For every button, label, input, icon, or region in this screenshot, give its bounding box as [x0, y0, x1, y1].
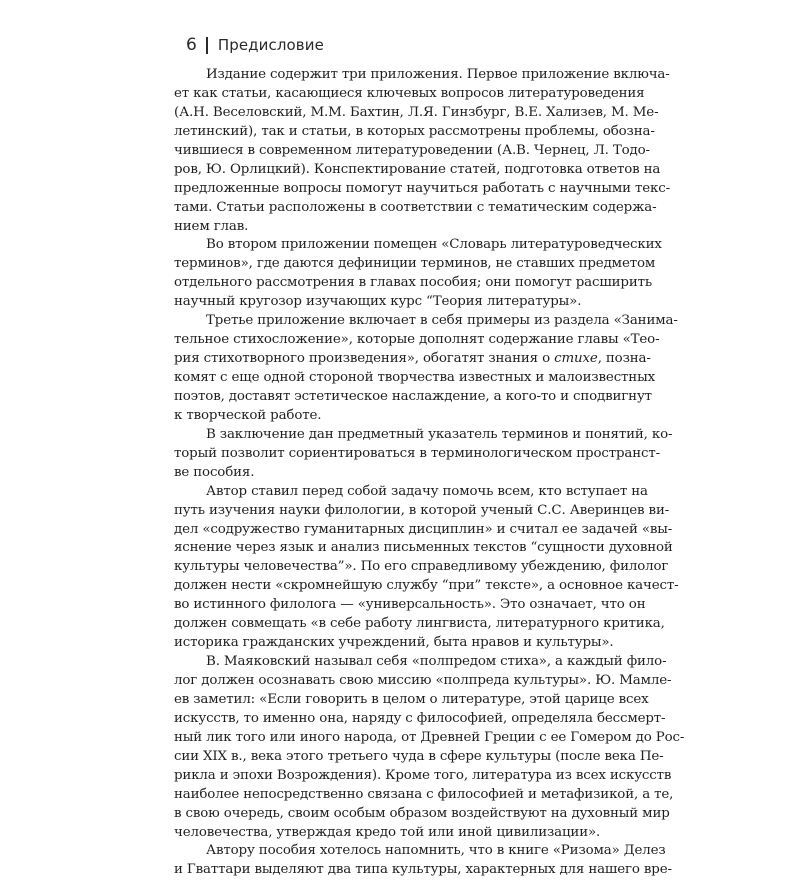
paragraph: [174, 483, 679, 653]
text-line: Третье приложение включает в себя примеры из раздела «Занима-: [206, 313, 678, 329]
text-line: В заключение дан предметный указатель терминов и понятий, ко-: [206, 426, 673, 442]
text-line: В. Маяковский называл себя «полпредом стиха», а каждый фило-: [206, 654, 667, 670]
text-line: комят с еще одной стороной творчества известных и малоизвестных: [174, 370, 655, 385]
text-line: нием глав.: [174, 218, 249, 234]
text-line: ев заметил: «Если говорить в целом о литературе, этой царице всех: [174, 691, 649, 707]
text-line: и Гваттари выделяют два типа культуры, характерных для нашего вре-: [174, 862, 672, 878]
text-line: тами. Статьи расположены в соответствии с тематическим содержа-: [174, 199, 657, 215]
text-line: ров, Ю. Орлицкий). Конспектирование статей, подготовка ответов на: [174, 161, 661, 177]
text-line: (А.Н. Веселовский, М.М. Бахтин, Л.Я. Гинзбург, В.Е. Хализев, М. Ме-: [174, 104, 659, 120]
text-line: предложенные вопросы помогут научиться работать с научными текс-: [174, 180, 670, 196]
paragraph: [174, 312, 678, 426]
paragraph: [174, 66, 670, 236]
text-line: яснение через язык и анализ письменных текстов “сущности духовной: [174, 540, 673, 556]
text-line: историка гражданских учреждений, быта нравов и культуры».: [174, 635, 614, 651]
page-number: 6: [186, 35, 197, 55]
text-line: человечества, утверждая кредо той или иной цивилизации».: [174, 824, 601, 840]
text-line: Автору пособия хотелось напомнить, что в книге «Ризома» Делез: [206, 843, 666, 859]
text-line: ет как статьи, касающиеся ключевых вопросов литературоведения: [174, 85, 645, 101]
text-line: должен совмещать «в себе работу лингвиста, литературного критика,: [174, 616, 665, 632]
text-line: Во втором приложении помещен «Словарь литературоведческих: [206, 237, 662, 253]
text-line: лог должен осознавать свою миссию «полпреда культуры». Ю. Мамле-: [174, 673, 672, 688]
text-line: дел «содружество гуманитарных дисциплин» и считал ее задачей «вы-: [174, 521, 673, 537]
text-line: культуры человечества”». По его справедливому убеждению, филолог: [174, 559, 669, 575]
text-line: Издание содержит три приложения. Первое приложение включа-: [206, 67, 670, 82]
paragraph: [174, 842, 672, 880]
text-line: научный кругозор изучающих курс “Теория литературы».: [174, 294, 582, 310]
text-line: наиболее непосредственно связана с философией и метафизикой, а те,: [174, 786, 674, 802]
text-line: терминов», где даются дефиниции терминов, не ставших предметом: [174, 256, 656, 272]
text-line: поэтов, доставят эстетическое наслаждение, а кого-то и сподвигнут: [174, 388, 652, 404]
paragraph: [174, 236, 662, 312]
header-separator: [206, 37, 208, 54]
body-text: [174, 66, 685, 880]
text-line: ный лик того или иного народа, от Древней Греции с ее Гомером до Рос-: [174, 729, 685, 745]
text-line: искусств, то именно она, наряду с философией, определяла бессмерт-: [174, 710, 666, 726]
text-line: должен нести «скромнейшую службу “при” тексте», а основное качест-: [174, 578, 679, 594]
text-line: отдельного рассмотрения в главах пособия; они помогут расширить: [174, 275, 652, 291]
text-line: рия стихотворного произведения», обогатят знания о стихе, позна-: [174, 351, 651, 367]
text-line: чившиеся в современном литературоведении (А.В. Чернец, Л. Тодо-: [174, 142, 650, 158]
text-line: к творческой работе.: [174, 407, 322, 423]
text-line: Автор ставил перед собой задачу помочь всем, кто вступает на: [206, 483, 648, 499]
text-line: ве пособия.: [174, 464, 255, 480]
text-line: во истинного филолога — «универсальность». Это означает, что он: [174, 597, 646, 613]
text-line: летинский), так и статьи, в которых рассмотрены проблемы, обозна-: [174, 123, 655, 139]
running-header: [186, 35, 324, 55]
paragraph: [174, 653, 685, 842]
section-title: Предисловие: [217, 36, 324, 54]
paragraph: [174, 426, 673, 483]
text-line: тельное стихосложение», которые дополнят содержание главы «Тео-: [174, 332, 660, 348]
text-line: в свою очередь, своим особым образом воздействуют на духовный мир: [174, 805, 670, 821]
text-line: торый позволит сориентироваться в терминологическом пространст-: [174, 445, 661, 461]
text-line: сии XIX в., века этого третьего чуда в сфере культуры (после века Пе-: [174, 748, 664, 764]
text-line: путь изучения науки филологии, в которой ученый С.С. Аверинцев ви-: [174, 502, 670, 518]
text-line: рикла и эпохи Возрождения). Кроме того, литература из всех искусств: [174, 767, 672, 783]
